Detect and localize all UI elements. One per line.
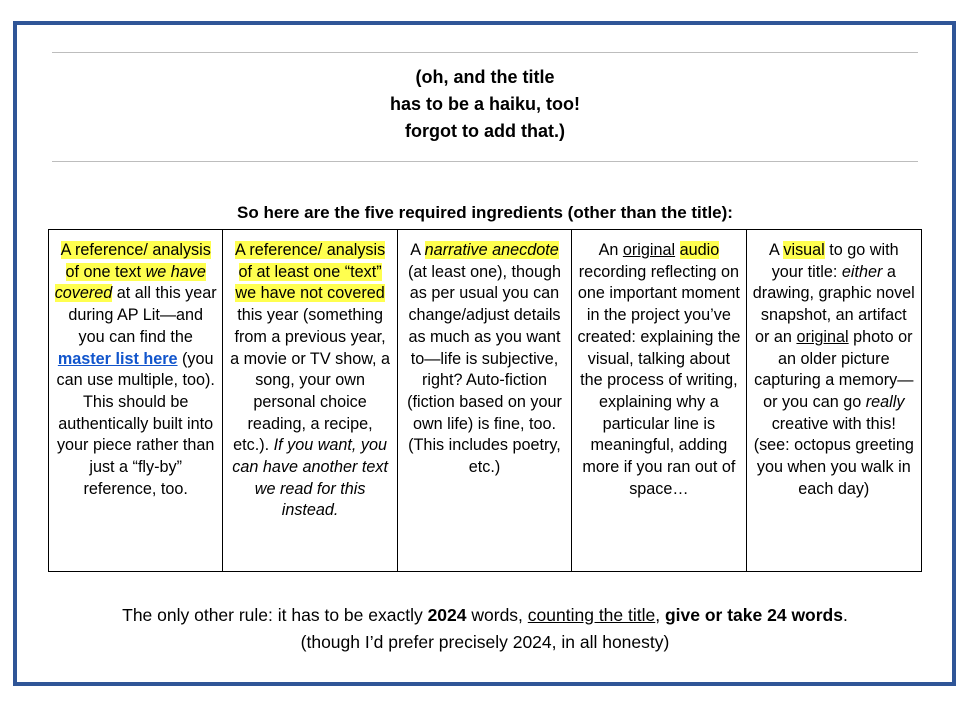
ingredients-table [48, 229, 922, 572]
text-run: to go with your title: [771, 241, 899, 281]
text-run: A reference/ analysis of one text [60, 241, 211, 281]
highlight: audio [679, 241, 720, 259]
italic-text: If you want, you can have another text we read for this instead. [232, 436, 388, 520]
text-run: a drawing, graphic novel snapshot, an artifact or an [752, 262, 915, 346]
text-run: photo or an older picture capturing a memory—or you can go [754, 327, 914, 411]
text-run: An [598, 241, 623, 259]
ingredient-cell-1 [49, 230, 223, 571]
text-run: at all this year during AP Lit—and you can find the [68, 284, 217, 346]
text-run: The only other rule: it has to be exactly [122, 605, 428, 625]
underlined-text: counting the title [527, 605, 656, 625]
footer-line-2: (though I’d prefer precisely 2024, in all honesty) [300, 632, 670, 652]
text-run: (you can use multiple, too). This should be authentically built into your piece rather than just a “fly-by” reference, too. [56, 349, 215, 498]
highlight: visual [783, 241, 825, 259]
text-run: creative with this! (see: octopus greeting you when you walk in each day) [753, 414, 914, 498]
top-divider [52, 52, 918, 53]
italic-text: we have covered [54, 262, 206, 303]
text-run: A [410, 241, 425, 259]
italic-text: either [841, 262, 883, 281]
haiku-line-2: has to be a haiku, too! [389, 94, 581, 114]
ingredient-cell-3 [398, 230, 572, 571]
ingredient-cell-5 [747, 230, 921, 571]
text-run: (at least one), though as per usual you can change/adjust details as much as you want to—life is subjective, right? Auto-fiction (fiction based on your own life) is fine, too. (This includes poetry, etc.) [407, 262, 562, 477]
haiku-note [52, 64, 918, 145]
text-run: . [842, 605, 848, 625]
footer-rule [20, 602, 950, 656]
bold-text: 2024 [427, 605, 467, 625]
text-run: A [768, 241, 784, 259]
haiku-line-1: (oh, and the title [415, 67, 555, 87]
ingredient-cell-4 [572, 230, 746, 571]
bottom-divider [52, 161, 918, 162]
haiku-line-3: forgot to add that.) [405, 121, 565, 141]
ingredients-heading: So here are the five required ingredients (other than the title): [237, 203, 733, 222]
footer-line-1 [20, 602, 950, 629]
text-run: , [655, 605, 665, 625]
underlined-text: original [622, 241, 676, 259]
italic-text: really [865, 392, 905, 411]
text-run: this year (something from a previous year, a movie or TV show, a song, your own personal choice reading, a recipe, etc.). [230, 306, 391, 455]
ingredient-cell-2 [223, 230, 397, 571]
underlined-text: original [796, 327, 849, 346]
master-list-link[interactable]: master list here [57, 349, 178, 368]
highlight: A reference/ analysis of at least one “text” we have not covered [234, 241, 386, 303]
highlight: narrative anecdote [424, 241, 559, 259]
bold-text: give or take 24 words [664, 605, 843, 625]
text-run: recording reflecting on one important moment in the project you’ve created: explaining the visual, talking about the process of writing, explaining why a particular line is meaningful, adding more if you ran out of space… [577, 262, 741, 498]
text-run [675, 241, 680, 259]
text-run: words, [466, 605, 528, 625]
